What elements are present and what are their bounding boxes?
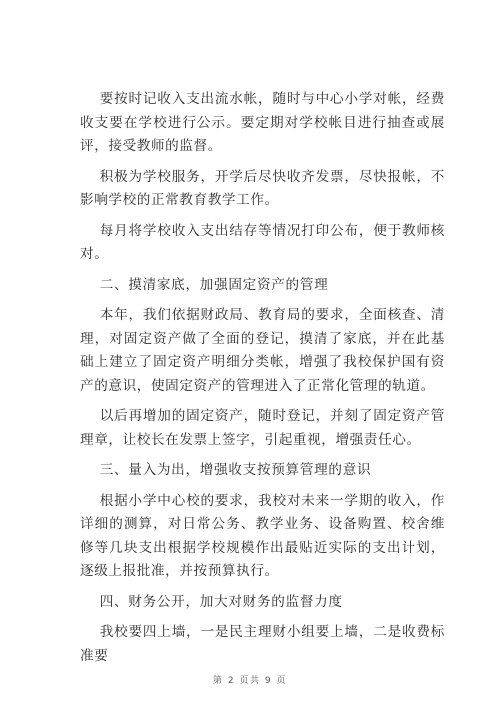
paragraph-school-service: 积极为学校服务，开学后尽快收齐发票，尽快报帐，不影响学校的正常教育教学工作。 bbox=[80, 168, 445, 208]
section-heading-financial-disclosure: 四、财务公开，加大对财务的监督力度 bbox=[99, 593, 343, 610]
section-heading-fixed-assets: 二、摸清家底，加强固定资产的管理 bbox=[99, 276, 329, 293]
page-number: 第 2 页共 9 页 bbox=[213, 676, 287, 686]
paragraph-asset-registration: 以后再增加的固定资产，随时登记，并刻了固定资产管理章，让校长在发票上签字，引起重视，增强责任心。 bbox=[80, 408, 445, 448]
paragraph-budget-plan: 根据小学中心校的要求，我校对未来一学期的收入，作详细的测算，对日常公务、教学业务、设备购置、校舍维修等几块支出根据学校规模作出最贴近实际的支出计划，逐级上报批准，并按预算执行。 bbox=[80, 492, 445, 579]
document-body bbox=[80, 88, 445, 675]
paragraph-asset-inventory: 本年，我们依据财政局、教育局的要求，全面核查、清理，对固定资产做了全面的登记，摸清了家底，并在此基础上建立了固定资产明细分类帐，增强了我校保护国有资产的意识，使固定资产的管理进入了正常化管理的轨道。 bbox=[80, 307, 445, 394]
section-heading-budget: 三、量入为出，增强收支按预算管理的意识 bbox=[99, 462, 372, 478]
paragraph-ledger-publicity: 要按时记收入支出流水帐，随时与中心小学对帐，经费收支要在学校进行公示。要定期对学校帐目进行抽查或展评，接受教师的监督。 bbox=[80, 91, 445, 154]
paragraph-monthly-report: 每月将学校收入支出结存等情况打印公布，便于教师核对。 bbox=[80, 222, 445, 262]
paragraph-four-postings: 我校要四上墙，一是民主理财小组要上墙，二是收费标准要 bbox=[80, 624, 445, 664]
